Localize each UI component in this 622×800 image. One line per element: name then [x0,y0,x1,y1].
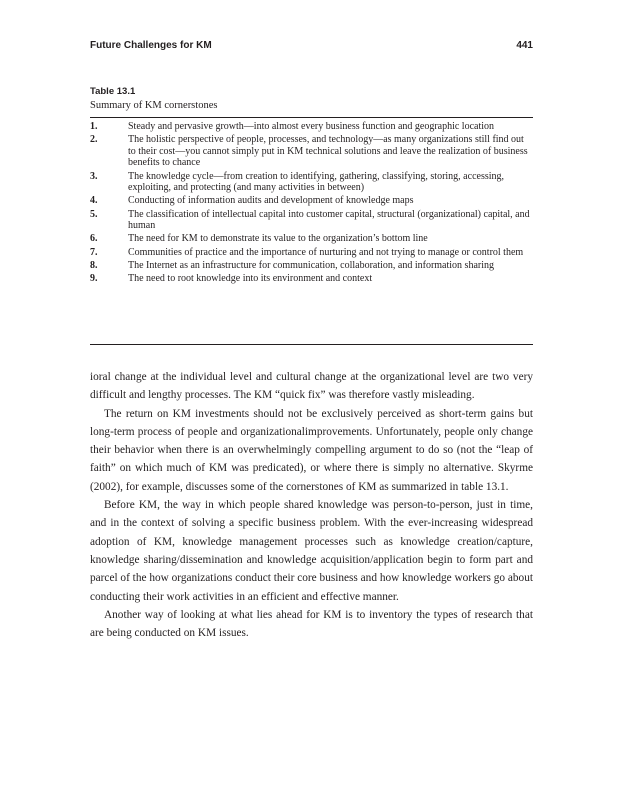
row-text: The need for KM to demonstrate its value to the organization’s bottom line [128,233,428,245]
row-text: The holistic perspective of people, processes, and technology—as many organizations still find out to their cost—you cannot simply put in KM technical solutions and leave the realization of business benefits to chance [128,134,528,169]
body-text [90,368,533,642]
row-text: The classification of intellectual capital into customer capital, structural (organizational) capital, and human [128,208,530,232]
body-paragraph: ioral change at the individual level and cultural change at the organizational level are two very difficult and lengthy processes. The KM “quick fix” was therefore vastly misleading. [90,371,533,402]
row-number: 7. [90,246,98,258]
row-number: 1. [90,121,98,132]
cornerstones-table [90,121,533,286]
body-paragraph: Another way of looking at what lies ahead for KM is to inventory the types of research that are being conducted on KM issues. [90,608,533,640]
row-number: 6. [90,233,98,245]
row-text: Conducting of information audits and development of knowledge maps [128,195,414,207]
page-number: 441 [516,40,533,51]
table-row [90,233,533,245]
row-number: 5. [90,208,98,220]
table-row [90,260,533,272]
row-text: Communities of practice and the importance of nurturing and not trying to manage or control them [128,246,524,258]
row-number: 4. [90,195,98,207]
running-title: Future Challenges for KM [90,40,212,51]
row-text: The knowledge cycle—from creation to identifying, gathering, classifying, storing, accessing, exploiting, and protecting (and many activities in between) [128,170,505,194]
row-number: 3. [90,170,98,182]
row-number: 8. [90,259,98,271]
table-row [90,273,533,285]
row-text: The Internet as an infrastructure for communication, collaboration, and information sharing [128,259,494,271]
row-number: 2. [90,134,98,146]
table-row [90,247,533,259]
table-row [90,134,533,169]
table-row [90,171,533,194]
table-row [90,195,533,207]
row-text: Steady and pervasive growth—into almost every business function and geographic location [128,121,495,132]
table-bottom-rule [90,344,533,345]
table-top-rule [90,117,533,118]
row-text: The need to root knowledge into its environment and context [128,272,373,284]
table-row [90,209,533,232]
table-label: Table 13.1 [90,86,136,97]
body-paragraph: Before KM, the way in which people shared knowledge was person-to-person, just in time, and in the context of solving a specific business problem. With the ever-increasing widespread adoption of KM, knowledge management processes such as knowledge creation/capture, knowledge sharing/dissemination and knowledge acquisition/application begin to form part and parcel of the how organizations conduct their core business and how knowledge workers go about conducting their work activities in an efficient and effective manner. [90,499,533,603]
table-caption: Summary of KM cornerstones [90,100,218,111]
table-row [90,121,533,133]
running-header [90,40,533,56]
row-number: 9. [90,272,98,284]
body-paragraph: The return on KM investments should not be exclusively perceived as short-term gains but long-term process of people and organizationalimprovements. Unfortunately, people only change their behavior when there is an overwhelmingly compelling argument to do so (not the “leap of faith” on which much of KM was predicated), or where there is simply no alternative. Skyrme (2002), for example, discusses some of the cornerstones of KM as summarized in table 13.1. [90,407,533,493]
